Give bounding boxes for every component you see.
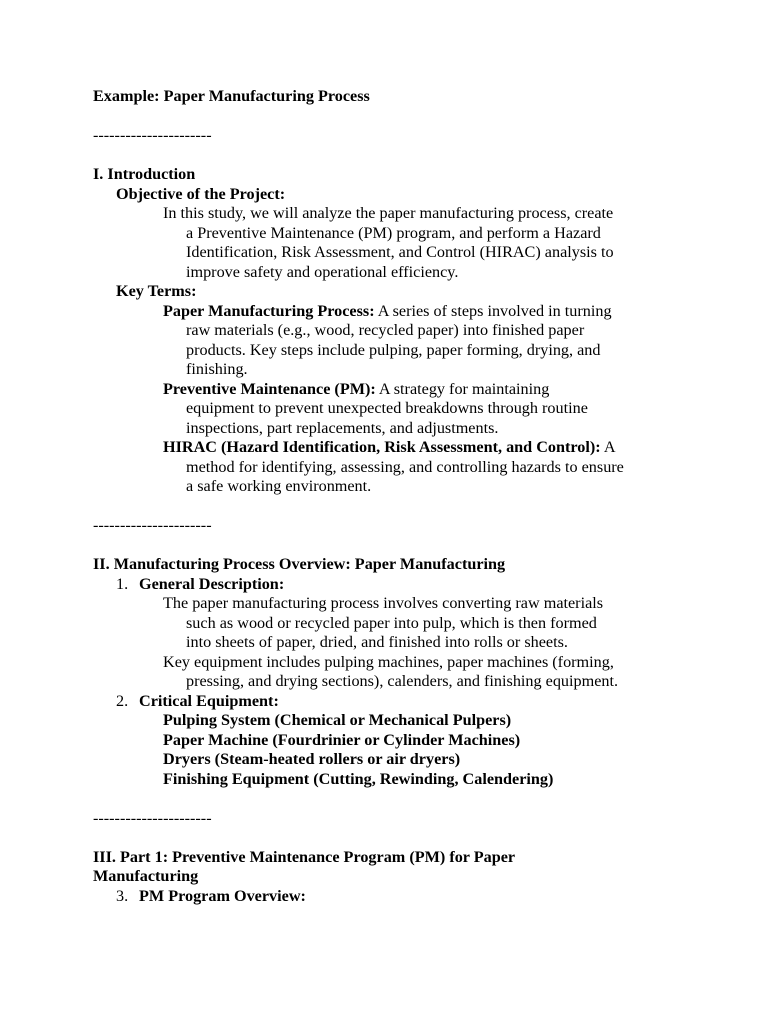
- section-heading-part1-cont: Manufacturing: [93, 867, 199, 885]
- document-title: Example: Paper Manufacturing Process: [93, 87, 370, 105]
- objective-label: Objective of the Project:: [116, 184, 286, 203]
- section-heading-overview: II. Manufacturing Process Overview: Paper Manufacturing: [93, 555, 506, 573]
- divider: ----------------------: [93, 808, 212, 827]
- equipment-item: Pulping System (Chemical or Mechanical Pulpers): [163, 711, 512, 729]
- list-item-general-description: 1. General Description:: [116, 574, 285, 593]
- divider: ----------------------: [93, 516, 212, 534]
- section-heading-introduction: I. Introduction: [93, 165, 196, 183]
- key-term-preventive-maintenance: Preventive Maintenance (PM): A strategy for maintaining equipment to prevent unexpected breakdowns through routine inspections, part replacements, and adjustments.: [163, 379, 588, 437]
- key-equipment-paragraph: Key equipment includes pulping machines, paper machines (forming, pressing, and drying sections), calenders, and finishing equipment.: [163, 652, 619, 690]
- key-term-paper-manufacturing: Paper Manufacturing Process: A series of steps involved in turning raw materials (e.g., wood, recycled paper) into finished paper products. Key steps include pulping, paper forming, drying, and finishing.: [163, 301, 612, 378]
- key-terms-label: Key Terms:: [116, 282, 197, 300]
- objective-paragraph: In this study, we will analyze the paper manufacturing process, create a Preventive Maintenance (PM) program, and perform a Hazard Identification, Risk Assessment, and Control (HIRAC) analysis to improve safety and operational efficiency.: [163, 204, 614, 281]
- key-term-hirac: HIRAC (Hazard Identification, Risk Assessment, and Control): A method for identifying, assessing, and controlling hazards to ensure a safe working environment.: [163, 438, 624, 495]
- list-item-critical-equipment: 2. Critical Equipment:: [116, 691, 279, 710]
- equipment-item: Dryers (Steam-heated rollers or air dryers): [163, 750, 461, 768]
- document-page: [93, 87, 693, 906]
- equipment-item: Finishing Equipment (Cutting, Rewinding, Calendering): [163, 769, 554, 788]
- section-heading-part1: III. Part 1: Preventive Maintenance Program (PM) for Paper: [93, 847, 516, 866]
- divider: ----------------------: [93, 126, 212, 144]
- general-description-paragraph: The paper manufacturing process involves converting raw materials such as wood or recycled paper into pulp, which is then formed into sheets of paper, dried, and finished into rolls or sheets.: [163, 594, 604, 651]
- list-item-pm-overview: 3. PM Program Overview:: [116, 886, 306, 905]
- equipment-item: Paper Machine (Fourdrinier or Cylinder Machines): [163, 730, 521, 749]
